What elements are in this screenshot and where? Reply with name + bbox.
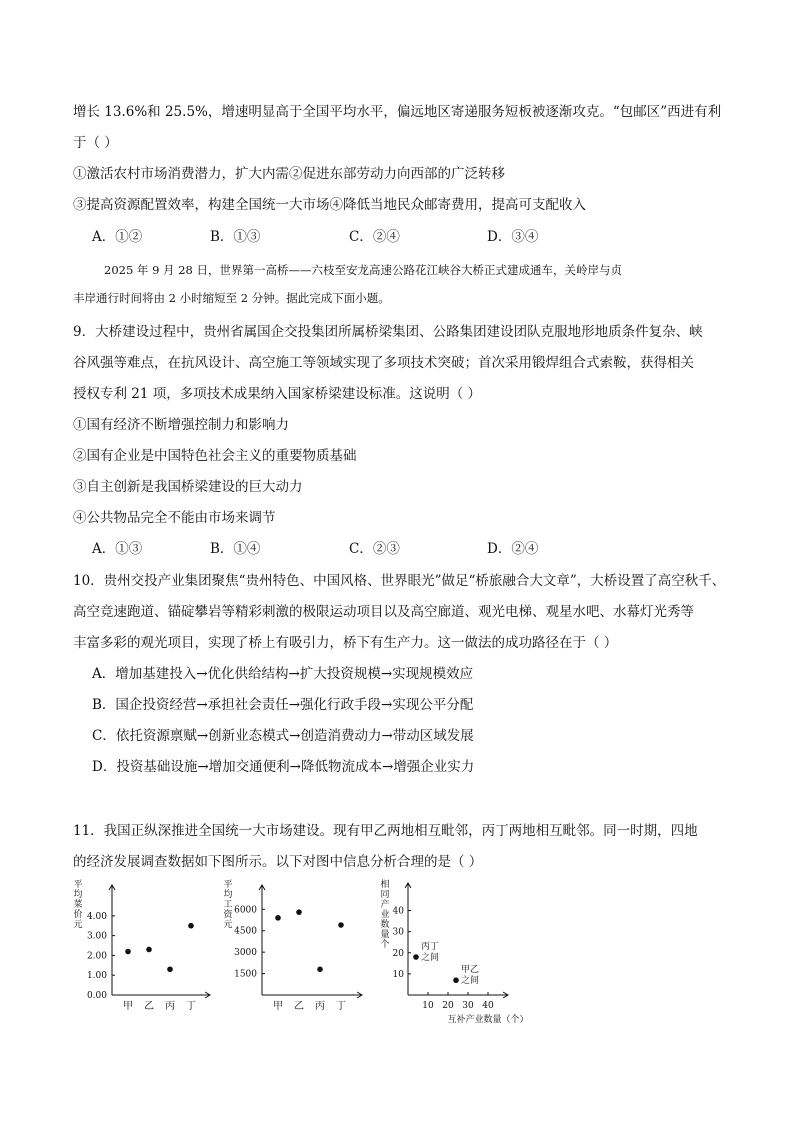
- price-chart-ylabel: 均: [73, 890, 83, 900]
- price-chart-ytick: 2.00: [86, 951, 107, 962]
- industry-chart-ylabel: 量: [380, 930, 390, 940]
- price-chart-point: [167, 966, 173, 972]
- q10-option-d[interactable]: D．投资基础设施→增加交通便利→降低物流成本→增强企业实力: [92, 759, 475, 775]
- q10-stem-line: 高空竞速跑道、锚碇攀岩等精彩刺激的极限运动项目以及高空廊道、观光电梯、观星水吧、水幕灯光秀等: [73, 604, 694, 620]
- wage-chart-point: [275, 915, 281, 921]
- industry-chart-ylabel: 个: [380, 940, 390, 950]
- industry-chart-ytick: 30: [392, 927, 404, 938]
- q8-line: ①激活农村市场消费潜力，扩大内需②促进东部劳动力向西部的广泛转移: [73, 166, 505, 182]
- q8-option-d[interactable]: D．③④: [487, 229, 539, 245]
- wage-chart-xtick: 丙: [315, 1001, 325, 1012]
- industry-chart-xtick: 40: [482, 1001, 494, 1011]
- wage-chart-ylabel: 平: [223, 880, 233, 890]
- wage-chart-ylabel: 均: [223, 890, 233, 900]
- q10-stem-line: 10．贵州交投产业集团聚焦“贵州特色、中国风格、世界眼光”做足“桥旅融合大文章”，大桥设置了高空秋千、: [73, 573, 726, 589]
- wage-chart-ytick: 1500: [234, 969, 257, 980]
- industry-chart-ytick: 20: [392, 948, 404, 959]
- industry-chart-point: [453, 977, 459, 983]
- price-chart-ytick: 1.00: [86, 971, 107, 982]
- industry-chart-ytick: 40: [392, 906, 404, 917]
- price-chart-xtick: 丁: [186, 1001, 196, 1012]
- q8-option-c[interactable]: C．②④: [349, 229, 400, 245]
- q9-stem-line: 9．大桥建设过程中，贵州省属国企交投集团所属桥梁集团、公路集团建设团队克服地形地质条件复杂、峡: [73, 324, 703, 340]
- wage-chart-ytick: 6000: [234, 905, 257, 916]
- wage-chart-xtick: 乙: [294, 1001, 304, 1012]
- industry-chart-ylabel: 业: [380, 910, 390, 920]
- wage-chart-ylabel: 工: [223, 900, 233, 910]
- industry-chart-point-label: 之间: [461, 976, 480, 987]
- industry-chart-ytick: 10: [392, 969, 404, 980]
- q11-charts: [0, 875, 794, 1055]
- price-chart-ytick: 4.00: [86, 911, 107, 922]
- q8-option-a[interactable]: A．①②: [92, 229, 143, 245]
- q10-option-b[interactable]: B．国企投资经营→承担社会责任→强化行政手段→实现公平分配: [92, 697, 474, 713]
- industry-chart-ylabel: 同: [380, 890, 390, 900]
- price-chart-point: [125, 949, 131, 955]
- q9-option-d[interactable]: D．②④: [487, 541, 539, 557]
- wage-chart-xtick: 甲: [273, 1001, 283, 1012]
- industry-chart-xlabel: 互补产业数量（个）: [447, 1015, 529, 1025]
- q11-stem-line: 11．我国正纵深推进全国统一大市场建设。现有甲乙两地相互毗邻，丙丁两地相互毗邻。同一时期，四地: [73, 823, 698, 839]
- wage-chart-xtick: 丁: [336, 1001, 346, 1012]
- q10-option-c[interactable]: C．依托资源禀赋→创新业态模式→创造消费动力→带动区域发展: [92, 728, 474, 744]
- industry-chart-xtick: 10: [422, 1001, 434, 1011]
- price-chart-ytick: 0.00: [86, 991, 107, 1001]
- q9-option-b[interactable]: B．①④: [210, 541, 261, 557]
- wage-chart-ytick: 3000: [234, 948, 257, 959]
- industry-chart-xtick: 20: [442, 1001, 454, 1011]
- q8-option-b[interactable]: B．①③: [210, 229, 261, 245]
- q8-line: 增长 13.6%和 25.5%，增速明显高于全国平均水平，偏远地区寄递服务短板被逐渐攻克。“包邮区”西进有利: [73, 104, 722, 120]
- price-chart-xtick: 甲: [123, 1001, 133, 1012]
- wage-chart-point: [317, 966, 323, 972]
- price-chart-xtick: 乙: [144, 1001, 154, 1012]
- q9-stem-line: 谷风强等难点，在抗风设计、高空施工等领域实现了多项技术突破；首次采用锻焊组合式索鞍，获得相关: [73, 355, 694, 371]
- industry-chart-ylabel: 数: [380, 920, 390, 930]
- price-chart-ylabel: 菜: [73, 900, 83, 910]
- industry-chart-ylabel: 产: [380, 900, 390, 910]
- q8-line: 于（ ）: [73, 135, 118, 151]
- wage-chart-point: [296, 909, 302, 915]
- q9-statement-1: ①国有经济不断增强控制力和影响力: [73, 417, 289, 433]
- q9-stem-line: 授权专利 21 项，多项技术成果纳入国家桥梁建设标准。这说明（ ）: [73, 386, 482, 402]
- industry-chart-point-label: 丙丁: [421, 942, 440, 952]
- q8-line: ③提高资源配置效率，构建全国统一大市场④降低当地民众邮寄费用，提高可支配收入: [73, 197, 586, 213]
- q10-option-a[interactable]: A．增加基建投入→优化供给结构→扩大投资规模→实现规模效应: [92, 666, 474, 682]
- industry-chart-xtick: 30: [462, 1001, 474, 1011]
- q9-statement-4: ④公共物品完全不能由市场来调节: [73, 510, 276, 526]
- q10-stem-line: 丰富多彩的观光项目，实现了桥上有吸引力，桥下有生产力。这一做法的成功路径在于（ ）: [73, 635, 618, 651]
- q9-option-a[interactable]: A．①③: [92, 541, 143, 557]
- industry-chart-point-label: 甲乙: [461, 965, 480, 976]
- wage-chart-ylabel: 元: [223, 920, 233, 930]
- price-chart-ytick: 3.00: [86, 931, 107, 942]
- q9-statement-2: ②国有企业是中国特色社会主义的重要物质基础: [73, 448, 357, 464]
- price-chart-ylabel: 价: [73, 910, 83, 920]
- price-chart-xtick: 丙: [165, 1001, 175, 1012]
- industry-chart-ylabel: 相: [380, 880, 390, 890]
- price-chart-ylabel: 平: [73, 880, 83, 890]
- price-chart-point: [146, 947, 152, 953]
- wage-chart-ylabel: 资: [223, 910, 233, 920]
- material-intro-line: 丰岸通行时间将由 2 小时缩短至 2 分钟。据此完成下面小题。: [73, 291, 390, 305]
- material-intro-line: 2025 年 9 月 28 日，世界第一高桥——六枝至安龙高速公路花江峡谷大桥正式建成通车，关岭岸与贞: [104, 263, 622, 277]
- price-chart-point: [188, 923, 194, 929]
- industry-chart-point-label: 之间: [421, 953, 440, 963]
- q9-statement-3: ③自主创新是我国桥梁建设的巨大动力: [73, 479, 303, 495]
- wage-chart-ytick: 4500: [234, 926, 257, 937]
- q11-stem-line: 的经济发展调查数据如下图所示。以下对图中信息分析合理的是（ ）: [73, 854, 483, 870]
- q9-option-c[interactable]: C．②③: [349, 541, 400, 557]
- wage-chart-point: [338, 922, 344, 928]
- industry-chart-point: [413, 954, 419, 960]
- price-chart-ylabel: 元: [73, 920, 83, 930]
